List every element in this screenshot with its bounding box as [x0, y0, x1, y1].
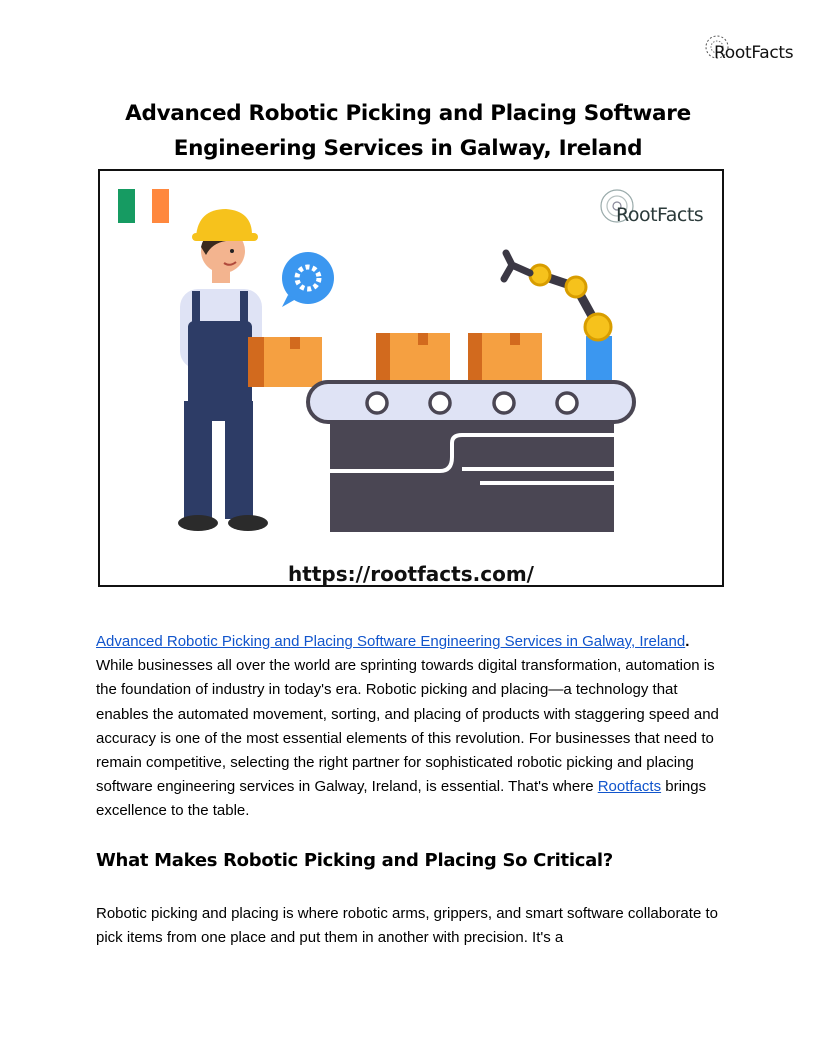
section-heading: What Makes Robotic Picking and Placing So Critical?	[96, 850, 613, 871]
hero-brand-text: RootFacts	[616, 204, 704, 226]
gear-bubble-icon	[282, 252, 334, 307]
title-line-2: Engineering Services in Galway, Ireland	[173, 136, 643, 161]
hero-artwork	[100, 171, 722, 585]
header-logo-text: RootFacts	[714, 43, 794, 63]
irish-flag-icon	[118, 189, 169, 223]
intro-body-text: While businesses all over the world are sprinting towards digital transformation, automation is the foundation of industry in today's era. Robotic picking and placing—a technology that enables the automated movement, sorting, and placing of products with staggering speed and accuracy is one of the most essential elements of this revolution. For businesses that need to remain competitive, selecting the right partner for sophisticated robotic picking and placing software engineering services in Galway, Ireland, is essential. That's where	[96, 657, 719, 796]
page-title	[60, 96, 756, 166]
intro-tail-text: brings excellence to the table.	[96, 778, 707, 820]
box-on-belt-2	[468, 333, 542, 383]
hero-url-text: https://rootfacts.com/	[288, 562, 534, 586]
intro-link-period: .	[685, 633, 690, 650]
hero-illustration	[98, 169, 724, 587]
box-held	[248, 337, 322, 387]
intro-paragraph	[96, 630, 722, 824]
box-on-belt-1	[376, 333, 450, 383]
title-line-1: Advanced Robotic Picking and Placing Software	[125, 101, 691, 126]
rootfacts-link[interactable]: Rootfacts	[597, 778, 662, 796]
intro-title-link[interactable]: Advanced Robotic Picking and Placing Software Engineering Services in Galway, Ireland	[96, 633, 686, 650]
section-paragraph: Robotic picking and placing is where robotic arms, grippers, and smart software collaborate to pick items from one place and put them in another with precision. It's a	[96, 905, 718, 947]
conveyor-belt	[308, 382, 634, 532]
header-logo[interactable]	[700, 30, 796, 70]
